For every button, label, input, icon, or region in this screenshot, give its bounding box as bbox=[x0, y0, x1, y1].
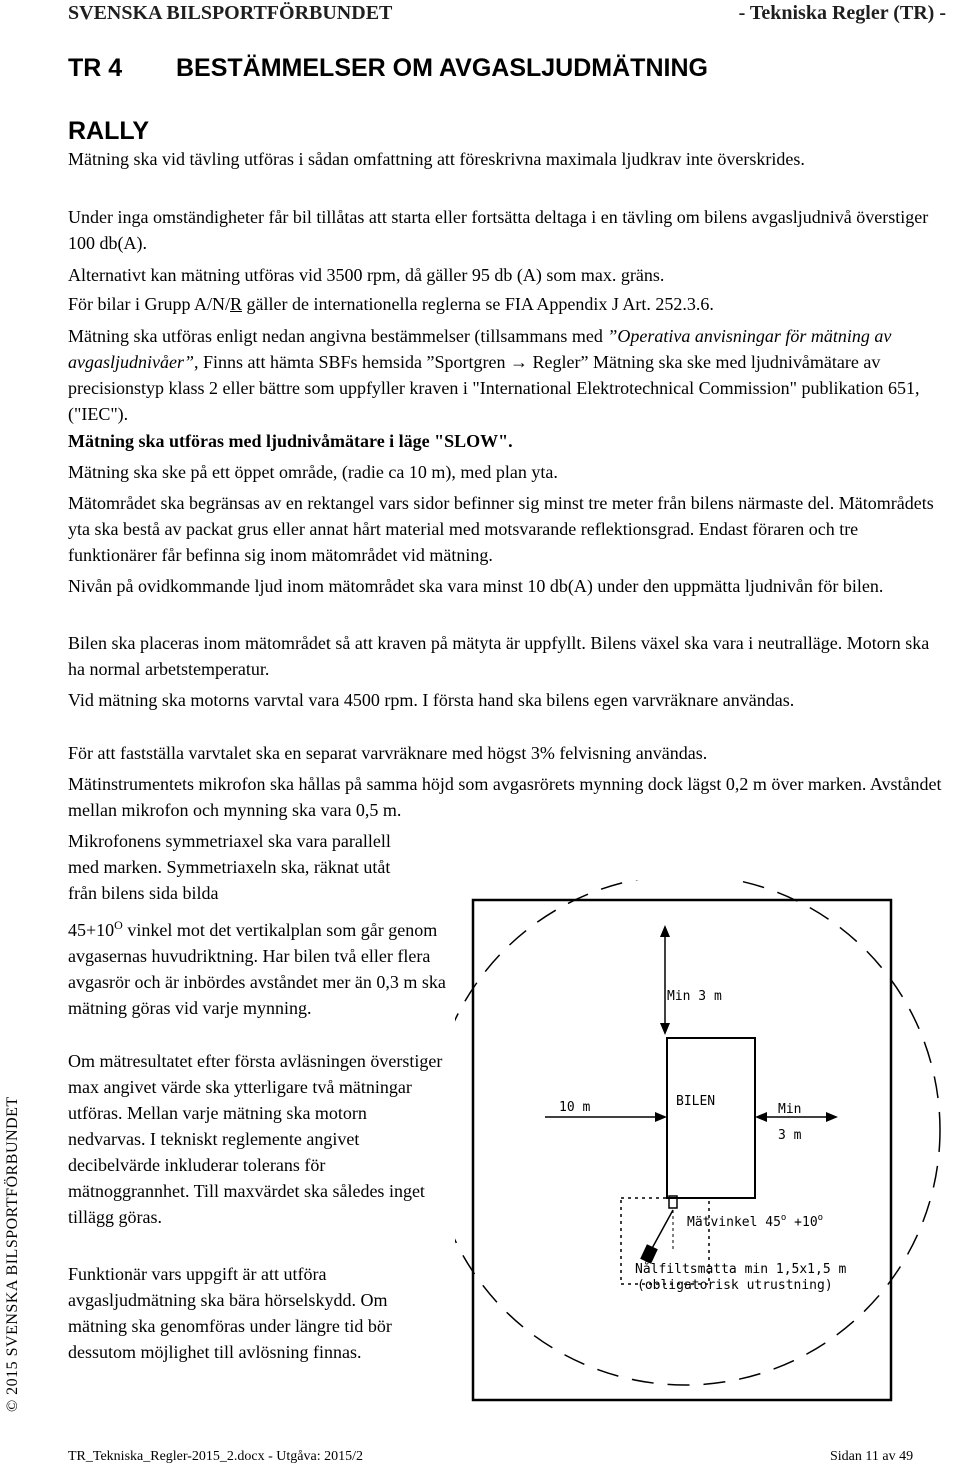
rally-heading: RALLY bbox=[68, 117, 150, 145]
paragraph-microphone: Mätinstrumentets mikrofon ska hållas på samma höjd som avgasrörets mynning dock lägst 0,2 m över marken. Avståndet mellan mikrofon och mynning ska vara 0,5 m. bbox=[68, 774, 942, 820]
ten-m-arrow bbox=[655, 1112, 667, 1122]
measurement-circle bbox=[455, 880, 940, 1385]
angle-line bbox=[650, 1210, 673, 1252]
paragraph-angle: $45+10^O$ vinkel mot det vertikalplan som går genom avgasernas huvudriktning. Har bilen två eller flera avgasrör och är inbördes avståndet mer än 0,3 m ska mätning göras vid varje mynning. bbox=[68, 918, 446, 1018]
measurement-rectangle bbox=[473, 900, 891, 1400]
paragraph-area: Mätning ska ske på ett öppet område, (radie ca 10 m), med plan yta. bbox=[68, 462, 558, 482]
side-copyright: © 2015 SVENSKA BILSPORTFÖRBUNDET bbox=[4, 1096, 21, 1412]
car-rectangle bbox=[667, 1038, 755, 1198]
header-doc: - Tekniska Regler (TR) - bbox=[738, 2, 946, 24]
paragraph-repeat: Om mätresultatet efter första avläsningen överstiger max angivet värde ska ytterligare två mätningar utföras. Mellan varje mätning ska motorn nedvarvas. I tekniskt reglemente angivet decibelvärde inkluderar tolerans för mätnoggrannhet. Till maxvärdet ska således inget tillägg göras. bbox=[68, 1051, 443, 1227]
arrow-right-icon: → bbox=[509, 352, 528, 372]
microphone-icon bbox=[640, 1244, 658, 1264]
min-top-label: Min 3 m bbox=[667, 989, 722, 1004]
section-title: BESTÄMMELSER OM AVGASLJUDMÄTNING bbox=[176, 54, 708, 82]
mat-label-1: Nålfiltsmatta min 1,5x1,5 m bbox=[635, 1262, 847, 1277]
paragraph-noise: Nivån på ovidkommande ljud inom mätområdet ska vara minst 10 db(A) under den uppmätta ljudnivån för bilen. bbox=[68, 576, 884, 596]
paragraph-3: Alternativt kan mätning utföras vid 3500 rpm, då gäller 95 db (A) som max. gräns. bbox=[68, 265, 665, 285]
paragraph-hearing: Funktionär vars uppgift är att utföra avgasljudmätning ska bära hörselskydd. Om mätning ska genomföras under längre tid bör dessutom möjlighet till avlösning finnas. bbox=[68, 1264, 392, 1362]
paragraph-2: Under inga omständigheter får bil tillåtas att starta eller fortsätta deltaga i en tävling om bilens avgasljudnivå överstiger 100 db(A). bbox=[68, 207, 929, 253]
paragraph-axis: Mikrofonens symmetriaxel ska vara parallell med marken. Symmetriaxeln ska, räknat utåt från bilens sida bilda bbox=[68, 831, 391, 903]
paragraph-tachometer: För att fastställa varvtalet ska en separat varvräknare med högst 3% felvisning användas. bbox=[68, 743, 708, 763]
angle-label: Mätvinkel $45^o +10^o$ bbox=[687, 1213, 824, 1230]
header-org: SVENSKA BILSPORTFÖRBUNDET bbox=[68, 2, 393, 24]
paragraph-placement: Bilen ska placeras inom mätområdet så att kraven på mätyta är uppfyllt. Bilens växel ska vara i neutralläge. Motorn ska ha normal arbetstemperatur. bbox=[68, 633, 930, 679]
car-label: BILEN bbox=[676, 1094, 716, 1109]
measurement-diagram bbox=[455, 880, 960, 1420]
footer-page: Sidan 11 av 49 bbox=[830, 1449, 914, 1464]
min-right-label-2: 3 m bbox=[778, 1128, 802, 1143]
min-right-label-1: Min bbox=[778, 1102, 802, 1117]
paragraph-1: Mätning ska vid tävling utföras i sådan omfattning att föreskrivna maximala ljudkrav inte överskrides. bbox=[68, 149, 805, 169]
paragraph-rectangle: Mätområdet ska begränsas av en rektangel vars sidor befinner sig minst tre meter från bilens närmaste del. Mätområdets yta ska bestå av packat grus eller annat hårt material med motsvarande reflektionsgrad. Endast föraren och tre funktionärer får befinna sig inom mätområdet vid mätning. bbox=[68, 493, 934, 565]
mat-label-2: (obligatorisk utrustning) bbox=[637, 1278, 833, 1293]
section-number: TR 4 bbox=[68, 54, 123, 82]
ten-m-label: 10 m bbox=[559, 1100, 591, 1115]
min-right-arrow-left bbox=[755, 1112, 767, 1122]
paragraph-5: Mätning ska utföras enligt nedan angivna bestämmelser (tillsammans med ”Operativa anvisningar för mätning av avgasljudnivåer”, Finns att hämta SBFs hemsida ”Sportgren → Regler” Mätning ska ske med ljudnivåmätare av precisionstyp klass 2 eller bättre som uppfyller kraven i "International Elektrotechnical Commission" publikation 651, ("IEC"). bbox=[68, 326, 920, 424]
footer-file: TR_Tekniska_Regler-2015_2.docx - Utgåva: 2015/2 bbox=[68, 1449, 364, 1464]
min-top-arrow-down bbox=[660, 1023, 670, 1035]
min-right-arrow-right bbox=[826, 1112, 838, 1122]
paragraph-slow: Mätning ska utföras med ljudnivåmätare i läge "SLOW". bbox=[68, 431, 513, 451]
paragraph-4: För bilar i Grupp A/N/R gäller de internationella reglerna se FIA Appendix J Art. 252.3.6. bbox=[68, 294, 714, 314]
paragraph-rpm: Vid mätning ska motorns varvtal vara 4500 rpm. I första hand ska bilens egen varvräknare användas. bbox=[68, 690, 795, 710]
min-top-arrow-up bbox=[660, 925, 670, 937]
